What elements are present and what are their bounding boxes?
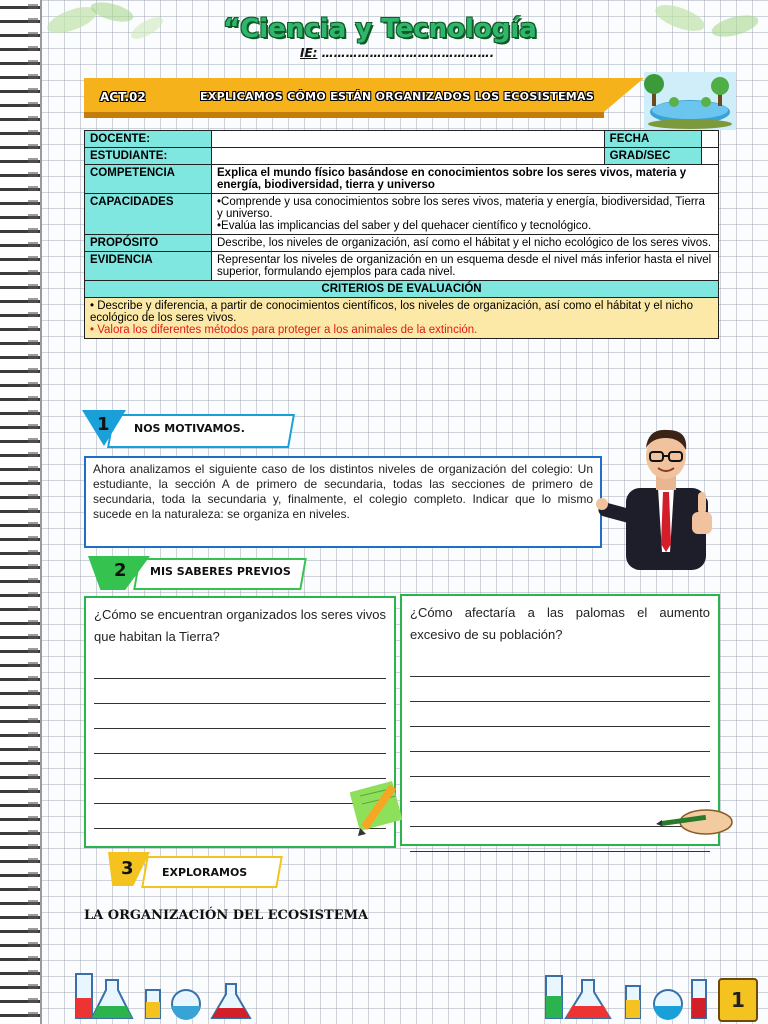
section-3-title: EXPLORAMOS bbox=[162, 866, 248, 879]
page-number: 1 bbox=[718, 978, 758, 1022]
notebook-pencil-icon bbox=[350, 778, 412, 838]
capacidad-item: •Comprende y usa conocimientos sobre los seres vivos, materia y energía, biodiversidad, Tierra y universo. bbox=[217, 196, 705, 220]
estudiante-label: ESTUDIANTE: bbox=[85, 148, 212, 165]
capacidad-item: •Evalúa las implicancias del saber y del quehacer científico y tecnológico. bbox=[217, 220, 592, 232]
activity-title: EXPLICAMOS CÓMO ESTÁN ORGANIZADOS LOS ECOSISTEMAS bbox=[200, 90, 595, 103]
spiral-holes bbox=[28, 0, 38, 1024]
ie-label: IE: bbox=[300, 46, 318, 60]
ecosystem-pond-icon bbox=[644, 72, 736, 130]
section-1-number: 1 bbox=[97, 414, 110, 435]
activity-banner-shadow bbox=[84, 112, 604, 118]
criterio-item: • Valora los diferentes métodos para proteger a los animales de la extinción. bbox=[90, 324, 478, 336]
teacher-thumbs-up-icon bbox=[596, 426, 726, 570]
page-title: “Ciencia y Tecnología bbox=[223, 14, 537, 44]
activity-number: ACT.02 bbox=[100, 90, 146, 104]
lab-flasks-icon bbox=[66, 950, 266, 1020]
proposito-label: PROPÓSITO bbox=[85, 235, 212, 252]
hand-writing-icon bbox=[656, 800, 738, 840]
ie-field bbox=[300, 46, 494, 60]
evidencia-text: Representar los niveles de organización en un esquema desde el nivel más inferior hasta el nivel superior, formulando ejemplos para cada nivel. bbox=[212, 252, 719, 281]
answer-1-lines[interactable] bbox=[94, 654, 386, 829]
fecha-label: FECHA bbox=[604, 131, 701, 148]
question-1-text: ¿Cómo se encuentran organizados los seres vivos que habitan la Tierra? bbox=[94, 607, 386, 644]
section-2-title: MIS SABERES PREVIOS bbox=[150, 565, 291, 578]
capacidades-cell bbox=[212, 194, 719, 235]
proposito-text: Describe, los niveles de organización, así como el hábitat y el nicho ecológico de los seres vivos. bbox=[212, 235, 719, 252]
capacidades-label: CAPACIDADES bbox=[85, 194, 212, 235]
section-1-title: NOS MOTIVAMOS. bbox=[134, 422, 245, 435]
criterios-header: CRITERIOS DE EVALUACIÓN bbox=[85, 281, 719, 298]
organization-heading: LA ORGANIZACIÓN DEL ECOSISTEMA bbox=[84, 908, 369, 923]
competencia-text: Explica el mundo físico basándose en conocimientos sobre los seres vivos, materia y energía, biodiversidad, tierra y universo bbox=[212, 165, 719, 194]
evidencia-label: EVIDENCIA bbox=[85, 252, 212, 281]
question-2-text: ¿Cómo afectaría a las palomas el aumento excesivo de su población? bbox=[410, 605, 710, 642]
criterio-item: • Describe y diferencia, a partir de conocimientos científicos, los niveles de organización, así como el hábitat y el nicho ecológico de los seres vivos. bbox=[90, 300, 693, 324]
lab-flasks-icon bbox=[540, 950, 716, 1020]
criterios-cell bbox=[85, 298, 719, 339]
docente-input[interactable] bbox=[212, 131, 605, 148]
docente-label: DOCENTE: bbox=[85, 131, 212, 148]
gradsec-label: GRAD/SEC bbox=[604, 148, 701, 165]
fecha-input[interactable] bbox=[701, 131, 718, 148]
leaves-decoration-icon bbox=[42, 0, 172, 60]
competencia-label: COMPETENCIA bbox=[85, 165, 212, 194]
gradsec-input[interactable] bbox=[701, 148, 718, 165]
section-2-number: 2 bbox=[114, 560, 127, 581]
leaves-decoration-icon bbox=[640, 0, 768, 60]
motivation-text-box: Ahora analizamos el siguiente caso de los distintos niveles de organización del colegio: Un estudiante, la sección A de primero de secundaria, todas las secciones de primero de secundaria, toda la secundaria y, finalmente, el colegio completo. Indicar que lo mismo sucede en la naturaleza: se organiza en niveles. bbox=[84, 456, 602, 548]
ie-value: ……………………………………. bbox=[321, 46, 495, 60]
student-info-table bbox=[84, 130, 719, 339]
estudiante-input[interactable] bbox=[212, 148, 605, 165]
section-3-number: 3 bbox=[121, 858, 134, 879]
